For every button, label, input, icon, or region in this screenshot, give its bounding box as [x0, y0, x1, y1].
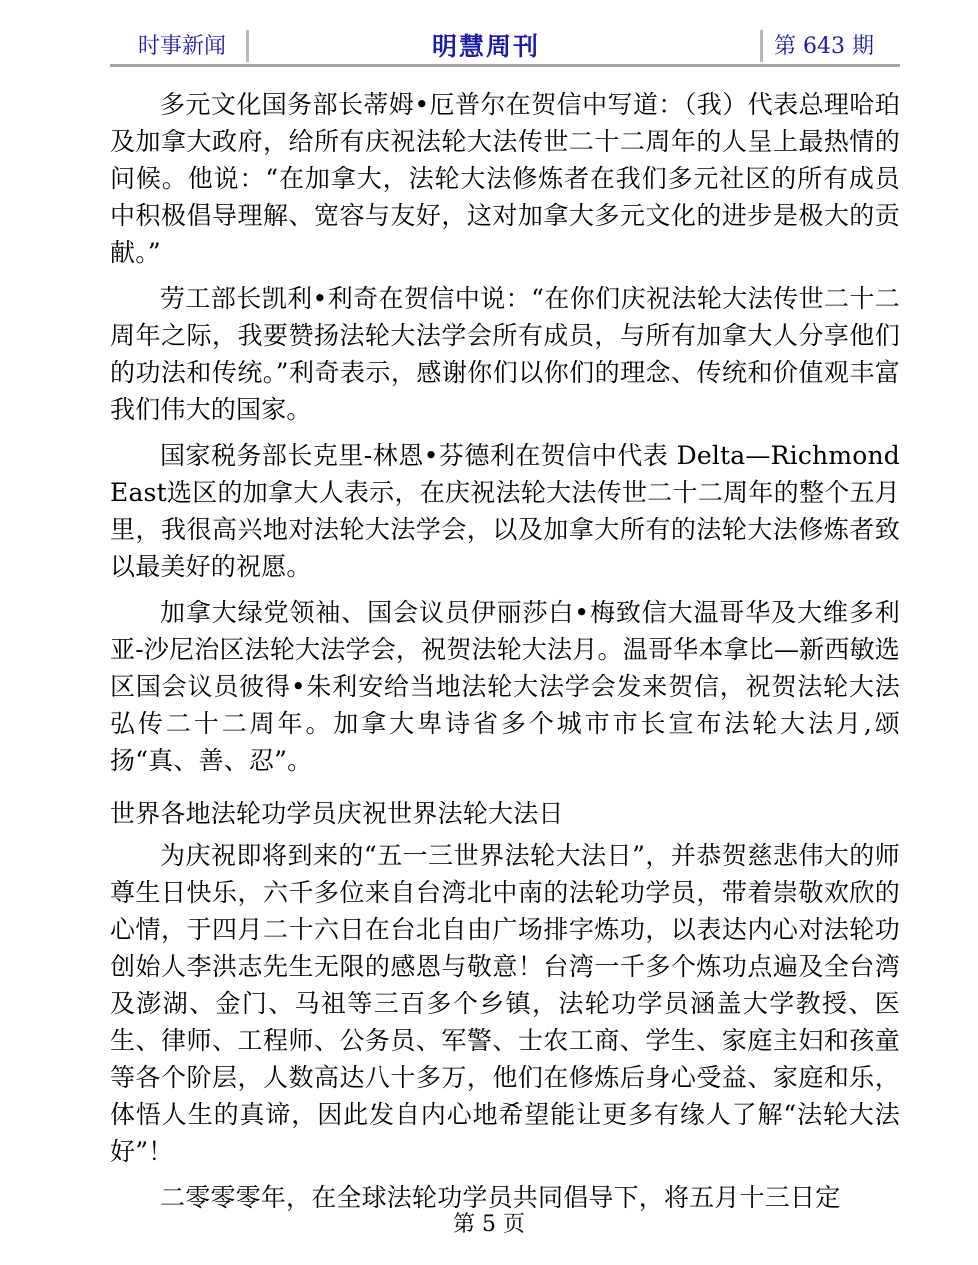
paragraph-1: 多元文化国务部长蒂姆•厄普尔在贺信中写道：（我）代表总理哈珀及加拿大政府，给所有庆祝法轮大法传世二十二周年的人呈上最热情的问候。他说：“在加拿大，法轮大法修炼者在我们多元社区的所有成员中积极倡导理解、宽容与友好，这对加拿大多元文化的进步是极大的贡献。”: [110, 90, 900, 267]
publication-title: 明慧周刊: [432, 32, 541, 61]
paragraph-2: 劳工部长凯利•利奇在贺信中说：“在你们庆祝法轮大法传世二十二周年之际，我要赞扬法轮大法学会所有成员，与所有加拿大人分享他们的功法和传统。”利奇表示，感谢你们以你们的理念、传统和价值观丰富我们伟大的国家。: [110, 284, 900, 424]
paragraph-4: 加拿大绿党领袖、国会议员伊丽莎白•梅致信大温哥华及大维多利亚-沙尼治区法轮大法学会，祝贺法轮大法月。温哥华本拿比—新西敏选区国会议员彼得•朱利安给当地法轮大法学会发来贺信，祝贺法轮大法弘传二十二周年。加拿大卑诗省多个城市市长宣布法轮大法月,颂扬“真、善、忍”。: [110, 598, 900, 775]
section-paragraph-1-before: 为庆祝即将到来的“五一三世界法轮大法日”，并恭贺慈悲伟大的师尊生日快乐，六千多位来自: [110, 841, 900, 907]
issue-number: 第 643 期: [774, 34, 874, 59]
header-divider-right: [760, 30, 763, 62]
section-title: 世界各地法轮功学员庆祝世界法轮大法日: [110, 799, 564, 828]
page-header: [110, 22, 900, 66]
page-number: 第 5 页: [453, 1212, 525, 1237]
section-paragraph-1: [110, 837, 900, 1170]
section-label: 时事新闻: [138, 34, 227, 59]
header-divider-left: [246, 30, 249, 62]
article-body: [110, 86, 900, 1225]
section-paragraph-2: 二零零零年，在全球法轮功学员共同倡导下，将五月十三日定: [160, 1183, 841, 1212]
header-rule: [110, 64, 900, 67]
paragraph-3: 国家税务部长克里-林恩•芬德利在贺信中代表 Delta—Richmond East选区的加拿大人表示，在庆祝法轮大法传世二十二周年的整个五月里，我很高兴地对法轮大法学会，以及加拿大所有的法轮大法修炼者致以最美好的祝愿。: [110, 441, 900, 581]
emphasis-taiwan: 台湾: [415, 878, 467, 907]
section-paragraph-1-after: 北中南的法轮功学员，带着崇敬欢欣的心情，于四月二十六日在台北自由广场排字炼功，以表达内心对法轮功创始人李洪志先生无限的感恩与敬意！台湾一千多个炼功点遍及全台湾及澎湖、金门、马祖等三百多个乡镇，法轮功学员涵盖大学教授、医生、律师、工程师、公务员、军警、士农工商、学生、家庭主妇和孩童等各个阶层，人数高达八十多万，他们在修炼后身心受益、家庭和乐，体悟人生的真谛，因此发自内心地希望能让更多有缘人了解“法轮大法好”！: [110, 878, 901, 1166]
